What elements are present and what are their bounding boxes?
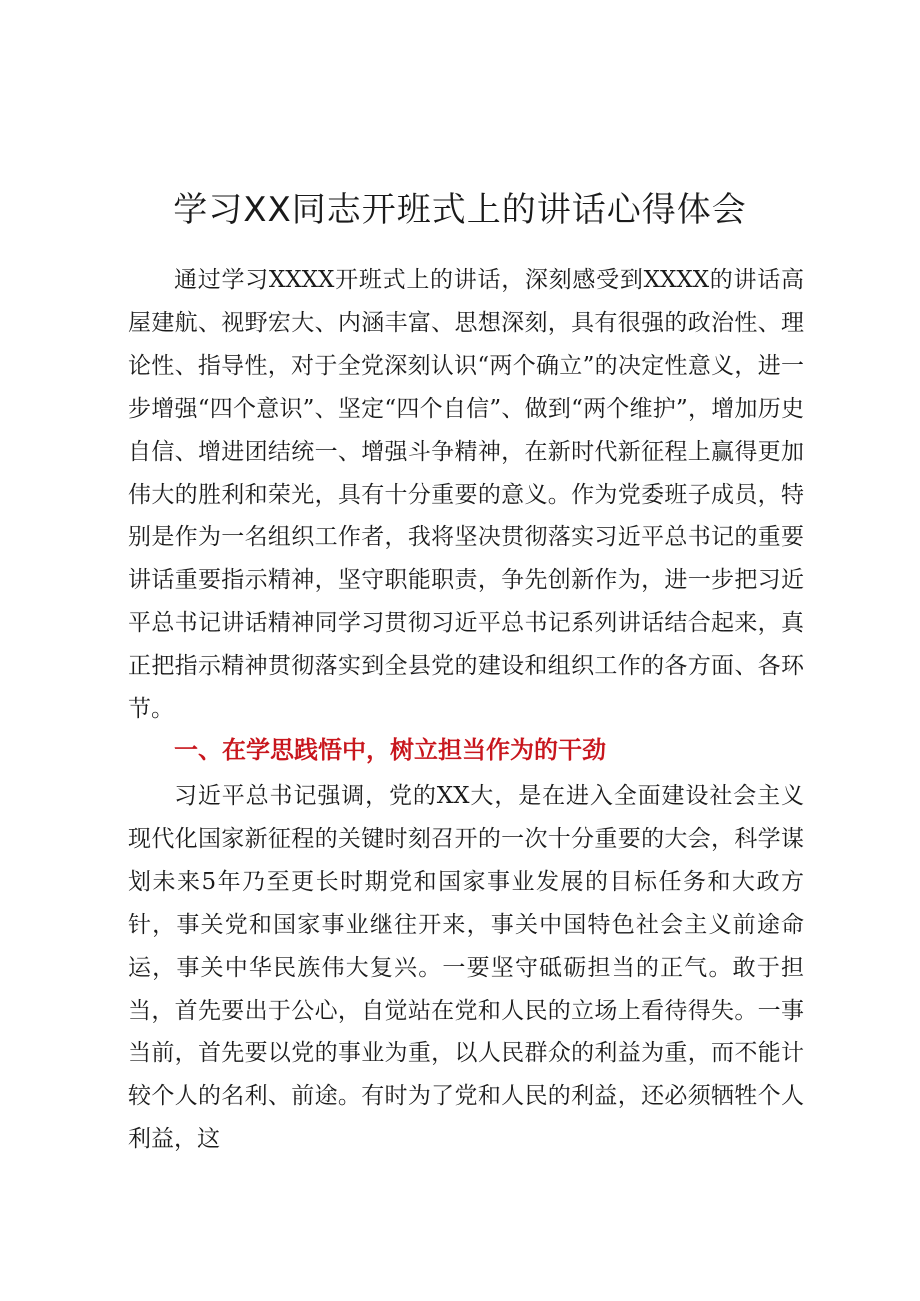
section-heading-1: 一、在学思践悟中，树立担当作为的干劲 [174, 736, 606, 764]
paragraph-intro: 通过学习XXXX开班式上的讲话，深刻感受到XXXX的讲话高屋建航、视野宏大、内涵丰富、思想深刻，具有很强的政治性、理论性、指导性，对于全党深刻认识“两个确立”的决定性意义，进一步增强“四个意识”、坚定“四个自信”、做到“两个维护”，增加历史自信、增进团结统一、增强斗争精神，在新时代新征程上赢得更加伟大的胜利和荣光，具有十分重要的意义。作为党委班子成员，特别是作为一名组织工作者，我将坚决贯彻落实习近平总书记的重要讲话重要指示精神，坚守职能职责，争先创新作为，进一步把习近平总书记讲话精神同学习贯彻习近平总书记系列讲话结合起来，真正把指示精神贯彻落实到全县党的建设和组织工作的各方面、各环节。 [128, 267, 804, 723]
paragraph-section-1: 习近平总书记强调，党的XX大，是在进入全面建设社会主义现代化国家新征程的关键时刻召开的一次十分重要的大会，科学谋划未来5年乃至更长时期党和国家事业发展的目标任务和大政方针，事关党和国家事业继往开来，事关中国特色社会主义前途命运，事关中华民族伟大复兴。一要坚守砥砺担当的正气。敢于担当，首先要出于公心，自觉站在党和人民的立场上看待得失。一事当前，首先要以党的事业为重，以人民群众的利益为重，而不能计较个人的名利、前途。有时为了党和人民的利益，还必须牺牲个人利益，这 [128, 783, 804, 1153]
document-title: 学习XX同志开班式上的讲话心得体会 [173, 190, 747, 230]
